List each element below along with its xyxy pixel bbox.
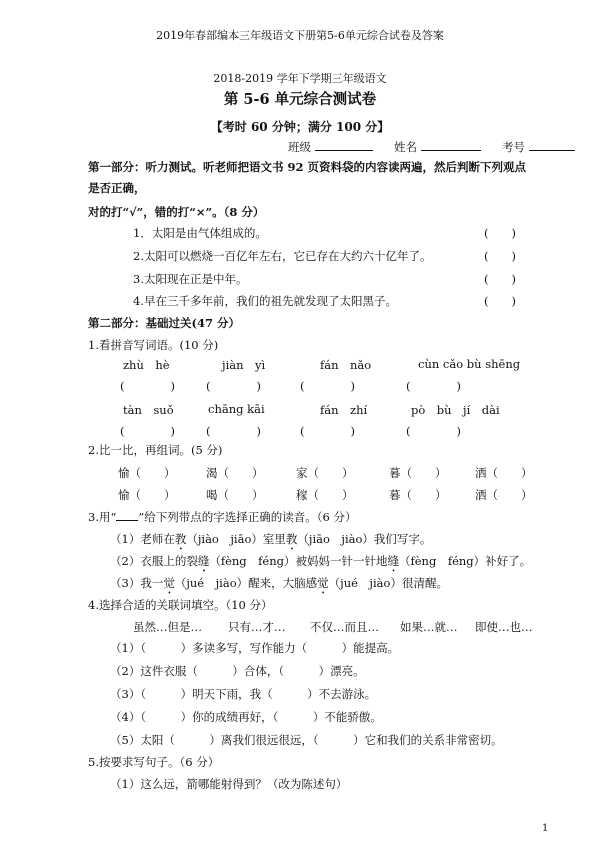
part1-heading-line1: 第一部分：听力测试。听老师把语文书 92 页资料袋的内容读两遍，然后判断下列观点 — [88, 160, 527, 174]
exam-year: 2018-2019 学年下学期三年级语文 — [213, 72, 387, 85]
dotted-char: 缝 — [197, 554, 210, 568]
dotted-char: 觉 — [163, 576, 175, 590]
name-field[interactable] — [421, 140, 481, 151]
word-blank[interactable]: ( ) — [206, 424, 261, 438]
name-label: 姓名 — [393, 140, 417, 154]
part1-item: 3.太阳现在正是中年。 — [133, 272, 248, 286]
pinyin: fán zhí — [320, 403, 368, 417]
q1-title: 1.看拼音写词语。(10 分) — [88, 338, 219, 352]
part1-item: 2.太阳可以燃烧一百亿年左右，它已存在大约六十亿年了。 — [133, 249, 432, 263]
q2-title: 2.比一比，再组词。(5 分) — [88, 443, 223, 457]
compare-item[interactable]: 洒（ ） — [475, 466, 533, 480]
answer-paren[interactable]: ( ) — [484, 249, 516, 263]
compare-item[interactable]: 愉（ ） — [118, 488, 176, 502]
part2-heading: 第二部分：基础过关(47 分） — [88, 316, 240, 330]
q4-line-1[interactable]: （1）（ ）多读多写，写作能力（ ）能提高。 — [110, 641, 400, 655]
dotted-char: 缝 — [387, 554, 399, 568]
word-blank[interactable]: ( ) — [300, 424, 355, 438]
dotted-char: 教 — [285, 532, 298, 546]
q4-line-3[interactable]: （3）（ ）明天下雨，我（ ）不去游泳。 — [110, 687, 377, 701]
pinyin: pò bù jí dài — [411, 403, 500, 417]
answer-paren[interactable]: ( ) — [484, 294, 516, 308]
part1-item: 1．太阳是由气体组成的。 — [133, 226, 267, 240]
compare-item[interactable]: 暮（ ） — [389, 466, 447, 480]
compare-item[interactable]: 暮（ ） — [389, 488, 447, 502]
pinyin: zhù hè — [123, 358, 170, 372]
student-info — [288, 139, 575, 155]
word-blank[interactable]: ( ) — [406, 424, 461, 438]
class-label: 班级 — [288, 140, 311, 154]
exam-meta: 【考时 60 分钟；满分 100 分】 — [210, 120, 390, 134]
compare-item[interactable]: 渴（ ） — [206, 466, 264, 480]
pinyin: cùn cǎo bù shēng — [418, 357, 521, 371]
q3-title: 3.用“ ”给下列带点的字选择正确的读音。（6 分） — [88, 510, 357, 524]
conjunction-option: 不仅…而且… — [310, 620, 379, 634]
part1-item: 4.早在三千多年前，我们的祖先就发现了太阳黑子。 — [133, 294, 397, 308]
pinyin: fán nǎo — [320, 358, 372, 372]
compare-item[interactable]: 喝（ ） — [206, 488, 264, 502]
compare-item[interactable]: 家（ ） — [296, 466, 354, 480]
answer-paren[interactable]: ( ) — [484, 226, 516, 240]
exam-title: 第 5-6 单元综合测试卷 — [223, 91, 377, 108]
number-field[interactable] — [529, 140, 575, 151]
class-field[interactable] — [315, 140, 373, 151]
q5-line-1: （1）这么远，箭哪能射得到？（改为陈述句） — [110, 777, 348, 791]
word-blank[interactable]: ( ) — [206, 379, 261, 393]
pinyin: jiàn yì — [222, 358, 266, 372]
dotted-char: 教 — [174, 532, 187, 546]
word-blank[interactable]: ( ) — [120, 424, 175, 438]
document-header: 2019年春部编本三年级语文下册第5-6单元综合试卷及答案 — [156, 29, 444, 42]
compare-item[interactable]: 愉（ ） — [118, 466, 176, 480]
q3-line-1: （1）老师在教（jiào jiāo）室里教（jiāo jiào）我们写字。 — [110, 532, 432, 546]
dotted-char: 觉 — [317, 576, 329, 590]
conjunction-option: 只有…才… — [228, 620, 286, 634]
q4-line-5[interactable]: （5）太阳（ ）离我们很远很远，（ ）它和我们的关系非常密切。 — [110, 733, 503, 747]
q4-line-2[interactable]: （2）这件衣服（ ）合体，（ ）漂亮。 — [110, 664, 365, 678]
number-label: 考号 — [501, 140, 525, 154]
pinyin: tàn suǒ — [123, 403, 174, 417]
page-number: 1 — [542, 823, 549, 834]
answer-paren[interactable]: ( ) — [484, 272, 516, 286]
q4-line-4[interactable]: （4）（ ）你的成绩再好，（ ）不能骄傲。 — [110, 710, 382, 724]
q5-title: 5.按要求写句子。（6 分） — [88, 755, 220, 769]
compare-item[interactable]: 稼（ ） — [296, 488, 354, 502]
word-blank[interactable]: ( ) — [120, 379, 175, 393]
underline-mark — [116, 510, 138, 521]
part1-heading-line3: 对的打“√”，错的打“×”。（8 分） — [88, 205, 265, 219]
word-blank[interactable]: ( ) — [406, 379, 461, 393]
q3-line-3: （3）我一觉（jué jiào）醒来，大脑感觉（jué jiào）很清醒。 — [110, 576, 448, 590]
conjunction-option: 即使…也… — [475, 620, 533, 634]
q4-title: 4.选择合适的关联词填空。（10 分） — [88, 598, 273, 612]
conjunction-option: 如果…就… — [400, 620, 458, 634]
pinyin: chāng kāi — [208, 402, 265, 416]
q3-line-2: （2）衣服上的裂缝（fèng féng）被妈妈一针一针地缝（fèng féng）补好了。 — [110, 554, 532, 568]
compare-item[interactable]: 洒（ ） — [475, 488, 533, 502]
conjunction-option: 虽然…但是… — [133, 620, 202, 634]
word-blank[interactable]: ( ) — [300, 379, 355, 393]
part1-heading-line2: 是否正确， — [88, 181, 146, 195]
